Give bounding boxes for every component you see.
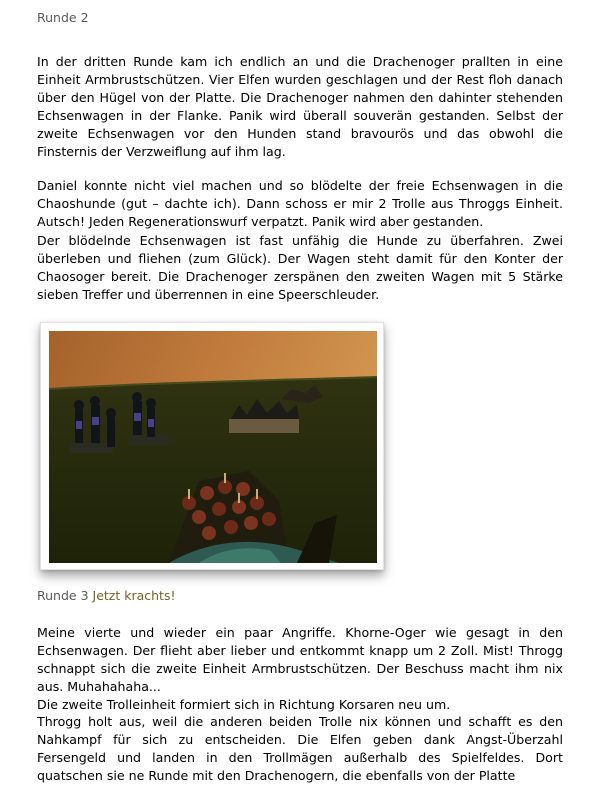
- paragraph-runde-2-2: Daniel konnte nicht viel machen und so blödelte der freie Echsenwagen in die Chaoshunde (gut – dachte ich). Dann schoss er mir 2 Trolle aus Throggs Einheit. Autsch! Jeden Regenerationswurf verpatzt. Panik wird aber gestanden.: [37, 178, 563, 230]
- paragraph-runde-3-1: Meine vierte und wieder ein paar Angriffe. Khorne-Oger wie gesagt in den Echsenwagen. Der flieht aber lieber und entkommt knapp um 2 Zoll. Mist! Throgg schnappt sich die zweite Einheit Armbrustschützen. Der Beschuss macht ihm nix aus. Muhahahaha...: [37, 625, 563, 695]
- heading-text: Runde 3: [37, 588, 89, 603]
- heading-text: Runde 2: [37, 10, 89, 25]
- battle-photo-frame: [40, 322, 384, 570]
- paragraph-runde-3-2: Die zweite Trolleinheit formiert sich in Richtung Korsaren neu um.: [37, 697, 451, 712]
- paragraph-runde-3-3: Throgg holt aus, weil die anderen beiden Trolle nix können und schafft es den Nahkampf für sich zu entscheiden. Die Elfen geben dank Angst-Überzahl Fersengeld und landen in den Trollmägen außerhalb des Spielfeldes. Dort quatschen sie ne Runde mit den Drachenogern, die ebenfalls von der Platte: [37, 714, 563, 784]
- paragraph-runde-2-1: In der dritten Runde kam ich endlich an und die Drachenoger prallten in eine Einheit Armbrustschützen. Vier Elfen wurden geschlagen und der Rest floh danach über den Hügel von der Platte. Die Drachenoger nahmen den dahinter stehenden Echsenwagen in der Flanke. Panik wird überall souverän gestanden. Selbst der zweite Echsenwagen vor den Hunden stand bravourös und das obwohl die Finsternis der Verzweiflung auf ihm lag.: [37, 54, 563, 160]
- section-heading-runde-2: [37, 10, 89, 25]
- paragraph-runde-2-3: Der blödelnde Echsenwagen ist fast unfähig die Hunde zu überfahren. Zwei überleben und fliehen (zum Glück). Der Wagen steht damit für den Konter der Chaosoger bereit. Die Drachenoger zerspänen den zweiten Wagen mit 5 Stärke sieben Treffer und überrennen in eine Speerschleuder.: [37, 233, 563, 303]
- heading-accent-text: Jetzt krachts!: [92, 588, 176, 603]
- battle-photo: [49, 331, 377, 563]
- section-heading-runde-3: [37, 588, 176, 603]
